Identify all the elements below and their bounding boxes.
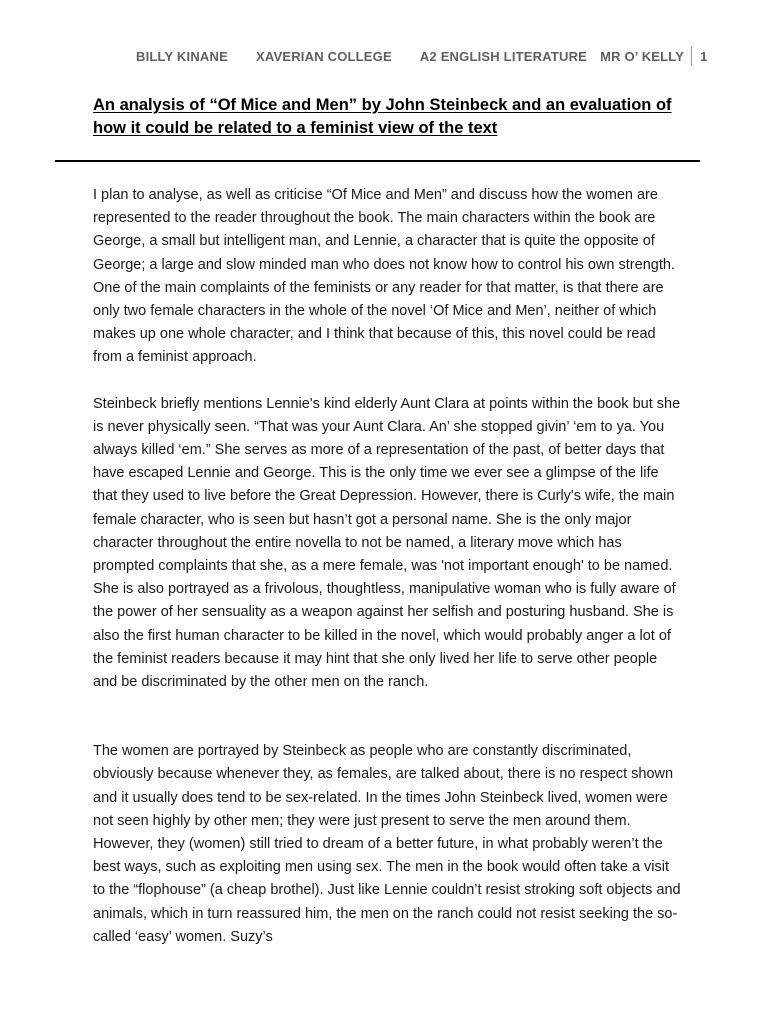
header-course: A2 ENGLISH LITERATURE	[419, 48, 588, 64]
header-author: BILLY KINANE	[136, 48, 228, 64]
body-paragraph: Steinbeck briefly mentions Lennie's kind elderly Aunt Clara at points within the book but she is never physically seen. “That was your Aunt Clara. An’ she stopped givin’ ‘em to ya. You always killed ‘em.” She serves as more of a representation of the past, of better days that have escaped Lennie and George. This is the only time we ever see a glimpse of the life that they used to live before the Great Depression. However, there is Curly's wife, the main female character, who is seen but hasn’t got a personal name. She is the only major character throughout the entire novella to not be named, a literary move which has prompted complaints that she, as a mere female, was 'not important enough' to be named. She is also portrayed as a frivolous, thoughtless, manipulative woman who is fully aware of the power of her sensuality as a weapon against her selfish and posturing husband. She is also the first human character to be killed in the novel, which would probably anger a lot of the feminist readers because it may hint that she only lived her life to serve other people and be discriminated by the other men on the ranch.	[93, 395, 681, 691]
document-title: An analysis of “Of Mice and Men” by John Steinbeck and an evaluation of how it could be related to a feminist view of the text	[93, 96, 672, 137]
document-body	[93, 184, 683, 949]
header-teacher: MR O’ KELLY	[600, 48, 685, 64]
header-page-number: 1	[700, 48, 708, 64]
body-paragraph: The women are portrayed by Steinbeck as people who are constantly discriminated, obviously because whenever they, as females, are talked about, there is no respect shown and it usually does tend to be sex-related. In the times John Steinbeck lived, women were not seen highly by other men; they were just present to serve the men around them. However, they (women) still tried to dream of a better future, in what probably weren’t the best ways, such as exploiting men using sex. The men in the book would often take a visit to the “flophouse” (a cheap brothel). Just like Lennie couldn’t resist stroking soft objects and animals, which in turn reassured him, the men on the ranch could not resist seeking the so-called ‘easy’ women. Suzy’s	[93, 743, 681, 945]
running-header	[136, 46, 708, 66]
header-school: XAVERIAN COLLEGE	[255, 48, 392, 64]
body-paragraph: One of the main complaints of the feminists or any reader for that matter, is that there are only two female characters in the whole of the novel ‘Of Mice and Men’, neither of which makes up one whole character, and I think that because of this, this novel could be read from a feminist approach.	[93, 279, 664, 366]
body-paragraph: I plan to analyse, as well as criticise “Of Mice and Men” and discuss how the women are represented to the reader throughout the book. The main characters within the book are George, a small but intelligent man, and Lennie, a character that is quite the opposite of George; a large and slow minded man who does not know how to control his own strength.	[93, 187, 675, 273]
title-divider-rule	[55, 160, 700, 162]
header-divider	[691, 46, 692, 66]
